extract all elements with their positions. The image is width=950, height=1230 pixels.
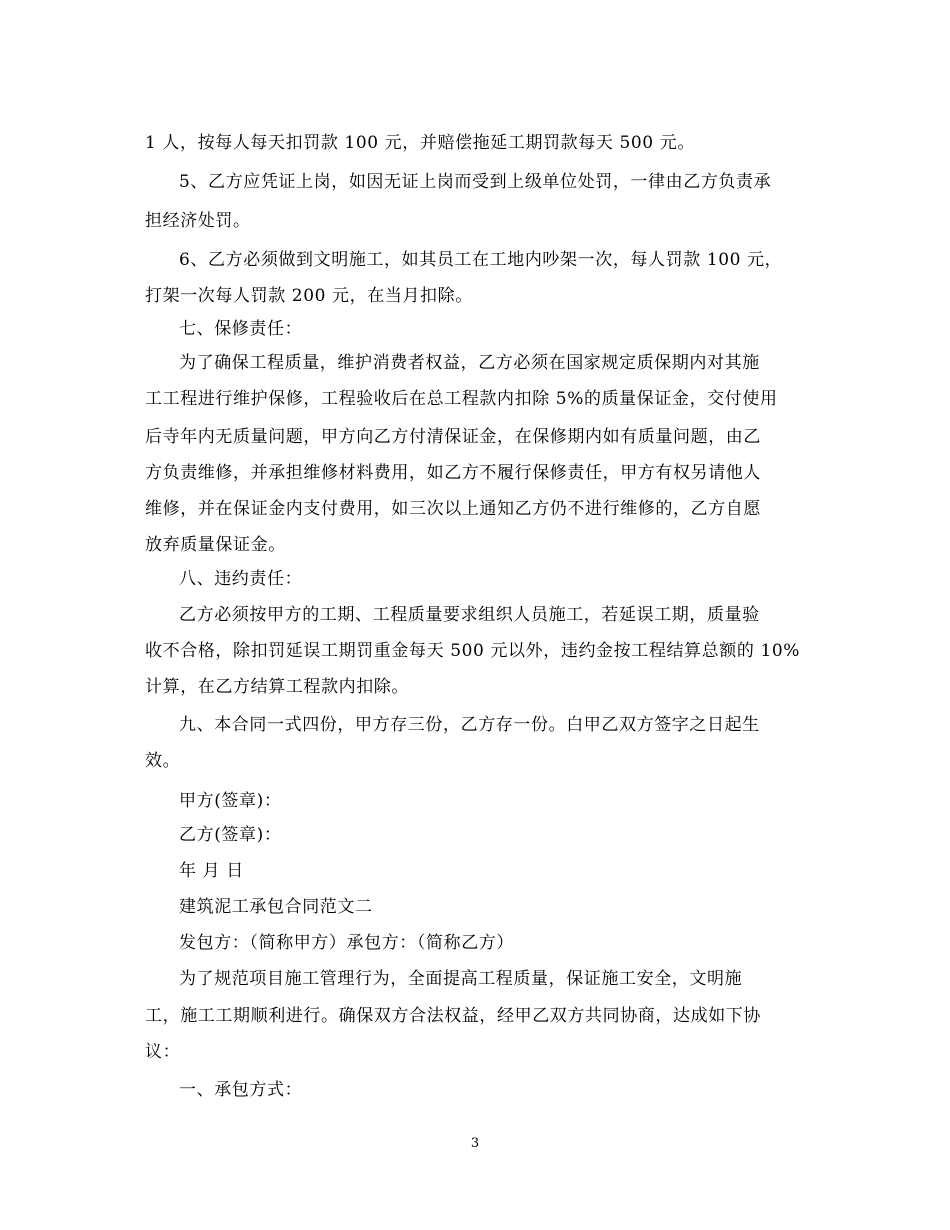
text-line: 维修，并在保证金内支付费用，如三次以上通知乙方仍不进行维修的，乙方自愿	[145, 499, 761, 519]
text-line: 为了确保工程质量，维护消费者权益，乙方必须在国家规定质保期内对其施	[179, 353, 760, 373]
text-line: 放弃质量保证金。	[145, 535, 286, 555]
section-heading: 八、违约责任：	[179, 569, 303, 589]
signature-party-a: 甲方(签章)：	[179, 791, 282, 811]
section-heading: 一、承包方式：	[179, 1080, 303, 1100]
text-line: 计算，在乙方结算工程款内扣除。	[145, 677, 409, 697]
text-line: 5、乙方应凭证上岗，如因无证上岗而受到上级单位处罚，一律由乙方负责承	[179, 172, 772, 192]
text-line: 效。	[145, 751, 181, 771]
text-line: 方负责维修，并承担维修材料费用，如乙方不履行保修责任，甲方有权另请他人	[145, 463, 761, 483]
text-line: 后寺年内无质量问题，甲方向乙方付清保证金，在保修期内如有质量问题，由乙	[145, 427, 761, 447]
text-line: 打架一次每人罚款 200 元，在当月扣除。	[145, 286, 473, 306]
text-line: 工工程进行维护保修，工程验收后在总工程款内扣除 5%的质量保证金，交付使用	[145, 389, 778, 409]
text-line: 6、乙方必须做到文明施工，如其员工在工地内吵架一次，每人罚款 100 元，	[179, 250, 783, 270]
parties-line: 发包方：（简称甲方）承包方：（简称乙方）	[179, 933, 514, 953]
signature-party-b: 乙方(签章)：	[179, 825, 282, 845]
text-line: 九、本合同一式四份，甲方存三份，乙方存一份。白甲乙双方签字之日起生	[179, 715, 760, 735]
text-line: 为了规范项目施工管理行为，全面提高工程质量，保证施工安全，文明施	[179, 969, 743, 989]
text-line: 收不合格，除扣罚延误工期罚重金每天 500 元以外，违约金按工程结算总额的 10%	[145, 641, 801, 661]
section-title: 建筑泥工承包合同范文二	[179, 897, 373, 917]
text-line: 担经济处罚。	[145, 211, 251, 231]
text-line: 1 人，按每人每天扣罚款 100 元，并赔偿拖延工期罚款每天 500 元。	[145, 133, 695, 153]
text-line: 议：	[145, 1042, 181, 1062]
text-line: 工，施工工期顺利进行。确保双方合法权益，经甲乙双方共同协商，达成如下协	[145, 1006, 761, 1026]
section-heading: 七、保修责任：	[179, 319, 303, 339]
text-line: 乙方必须按甲方的工期、工程质量要求组织人员施工，若延误工期，质量验	[179, 605, 760, 625]
date-line: 年 月 日	[179, 861, 244, 881]
page-number: 3	[470, 1136, 480, 1151]
